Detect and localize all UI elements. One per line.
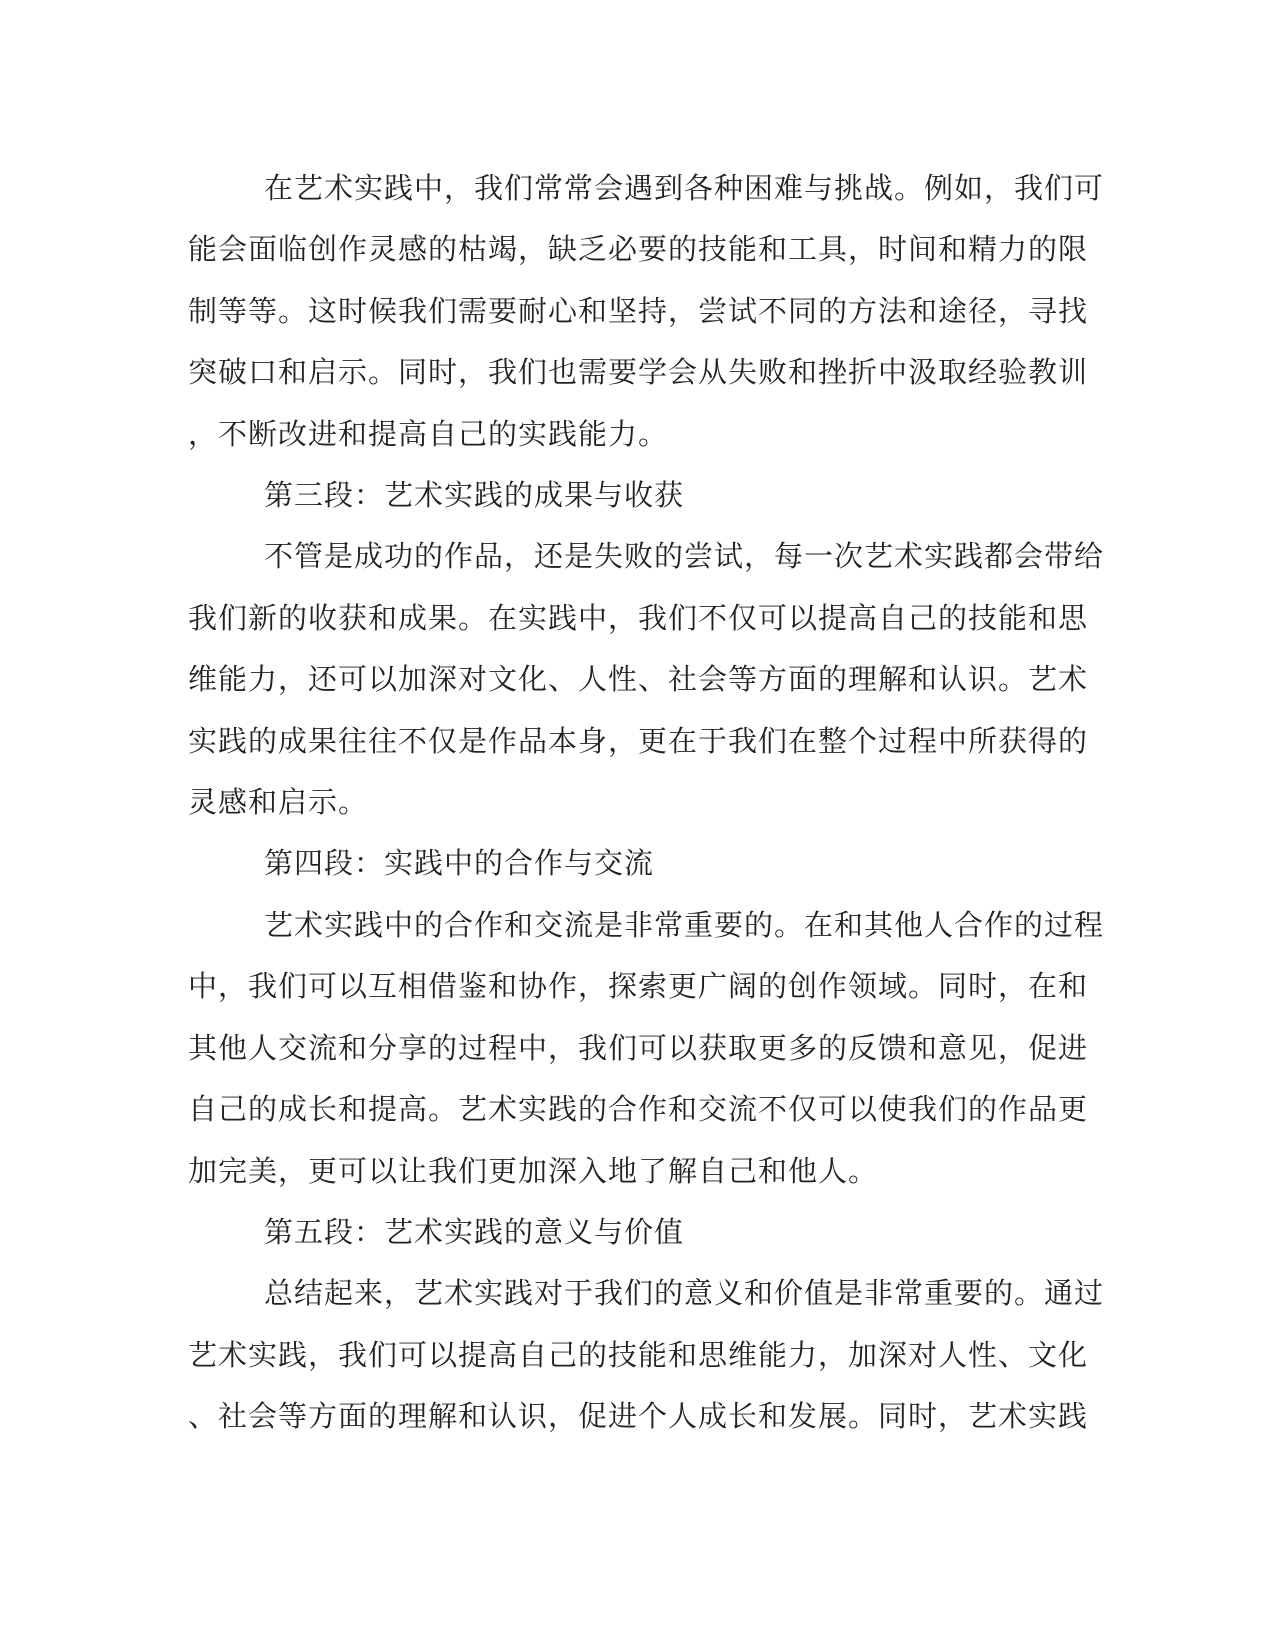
heading-text: 第五段：艺术实践的意义与价值 xyxy=(264,1214,685,1249)
section-heading-3 xyxy=(188,465,1076,526)
section-heading-5 xyxy=(188,1202,1076,1263)
text-line: 中，我们可以互相借鉴和协作，探索更广阔的创作领域。同时，在和 xyxy=(188,969,1089,1004)
text-line: 总结起来，艺术实践对于我们的意义和价值是非常重要的。通过 xyxy=(264,1276,1105,1311)
text-line: 能会面临创作灵感的枯竭，缺乏必要的技能和工具，时间和精力的限 xyxy=(188,232,1089,267)
text-line: 我们新的收获和成果。在实践中，我们不仅可以提高自己的技能和思 xyxy=(188,600,1089,635)
text-line: 实践的成果往往不仅是作品本身，更在于我们在整个过程中所获得的 xyxy=(188,723,1089,758)
text-line: 艺术实践，我们可以提高自己的技能和思维能力，加深对人性、文化 xyxy=(188,1337,1089,1372)
text-line: 维能力，还可以加深对文化、人性、社会等方面的理解和认识。艺术 xyxy=(188,662,1089,697)
text-line: ，不断改进和提高自己的实践能力。 xyxy=(188,416,669,451)
paragraph-challenges xyxy=(188,158,1105,465)
text-line: 灵感和启示。 xyxy=(188,785,369,820)
text-line: 其他人交流和分享的过程中，我们可以获取更多的反馈和意见，促进 xyxy=(188,1030,1089,1065)
heading-text: 第三段：艺术实践的成果与收获 xyxy=(264,478,685,513)
text-line: 制等等。这时候我们需要耐心和坚持，尝试不同的方法和途径，寻找 xyxy=(188,293,1089,328)
paragraph-meaning xyxy=(188,1263,1105,1447)
text-line: 、社会等方面的理解和认识，促进个人成长和发展。同时，艺术实践 xyxy=(188,1399,1089,1434)
text-line: 突破口和启示。同时，我们也需要学会从失败和挫折中汲取经验教训 xyxy=(188,355,1089,390)
text-line: 不管是成功的作品，还是失败的尝试，每一次艺术实践都会带给 xyxy=(264,539,1105,574)
paragraph-collaboration xyxy=(188,895,1105,1202)
text-line: 加完美，更可以让我们更加深入地了解自己和他人。 xyxy=(188,1153,879,1188)
text-line: 在艺术实践中，我们常常会遇到各种困难与挑战。例如，我们可 xyxy=(264,171,1105,205)
heading-text: 第四段：实践中的合作与交流 xyxy=(264,846,655,881)
document-body xyxy=(188,158,1105,1448)
section-heading-4 xyxy=(188,833,1076,894)
text-line: 艺术实践中的合作和交流是非常重要的。在和其他人合作的过程 xyxy=(264,907,1105,942)
text-line: 自己的成长和提高。艺术实践的合作和交流不仅可以使我们的作品更 xyxy=(188,1092,1089,1127)
paragraph-results xyxy=(188,526,1105,833)
